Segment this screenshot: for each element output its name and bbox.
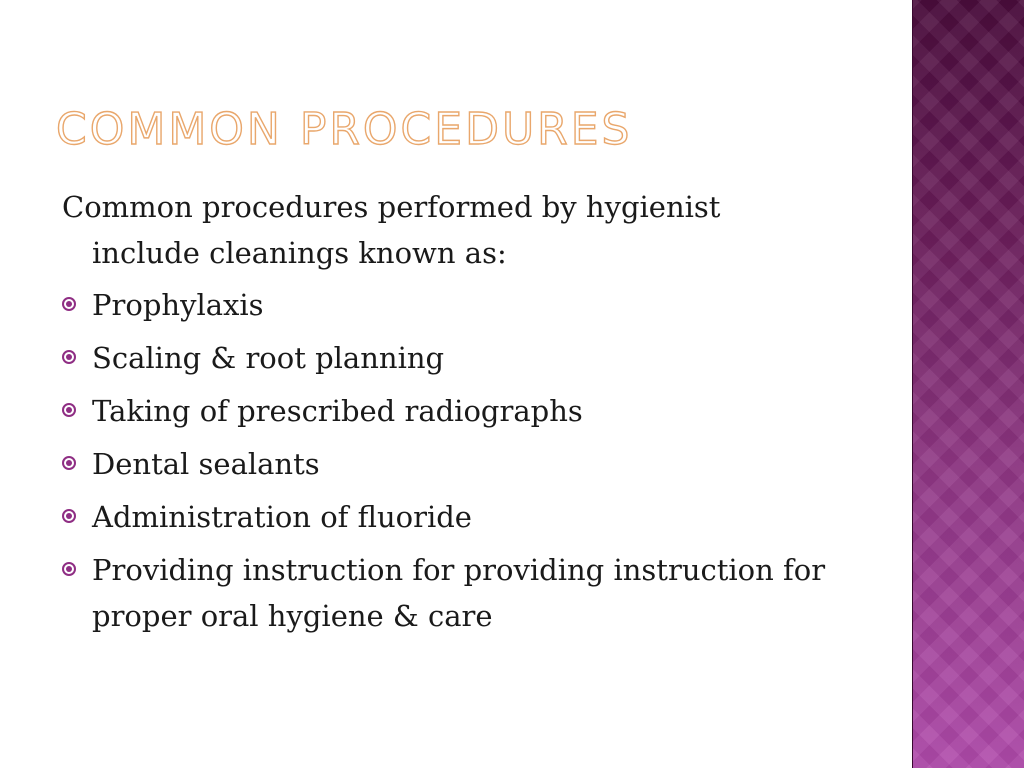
slide-title: COMMON PROCEDURES bbox=[56, 104, 633, 155]
radio-bullet-icon bbox=[62, 297, 76, 311]
bullet-list bbox=[62, 282, 832, 639]
list-item bbox=[62, 547, 832, 639]
intro-text: Common procedures performed by hygienist include cleanings known as: bbox=[62, 190, 721, 270]
bullet-text: Taking of prescribed radiographs bbox=[92, 394, 583, 428]
bullet-text: Scaling & root planning bbox=[92, 341, 445, 375]
radio-bullet-icon bbox=[62, 350, 76, 364]
bullet-text: Administration of fluoride bbox=[92, 500, 472, 534]
radio-bullet-icon bbox=[62, 456, 76, 470]
list-item bbox=[62, 494, 832, 540]
list-item bbox=[62, 335, 832, 381]
list-item bbox=[62, 282, 832, 328]
bullet-text: Prophylaxis bbox=[92, 288, 264, 322]
slide-body bbox=[62, 184, 832, 646]
radio-bullet-icon bbox=[62, 403, 76, 417]
radio-bullet-icon bbox=[62, 562, 76, 576]
list-item bbox=[62, 388, 832, 434]
decorative-side-band bbox=[912, 0, 1024, 768]
bullet-text: Dental sealants bbox=[92, 447, 320, 481]
radio-bullet-icon bbox=[62, 509, 76, 523]
bullet-text: Providing instruction for providing instruction for proper oral hygiene & care bbox=[92, 553, 826, 633]
list-item bbox=[62, 441, 832, 487]
